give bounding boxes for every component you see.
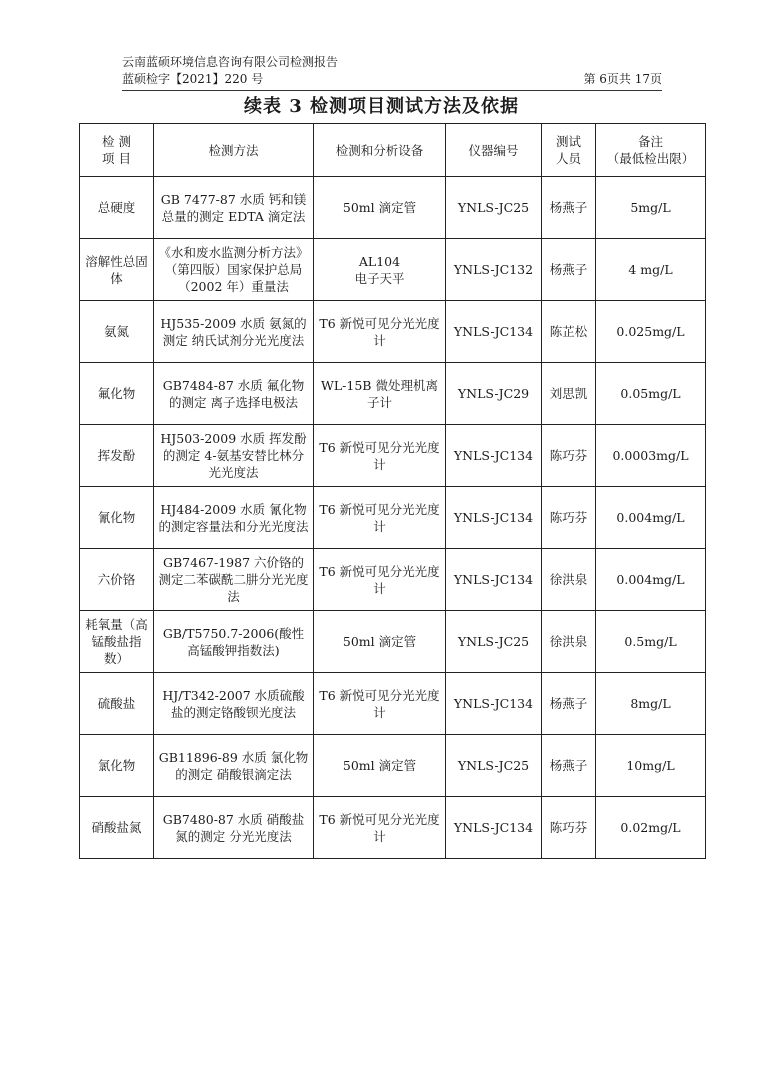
cell-item: 氨氮	[80, 301, 154, 363]
table-row	[80, 797, 706, 859]
col-header-item: 检 测 项 目	[80, 124, 154, 177]
cell-limit: 0.025mg/L	[596, 301, 706, 363]
cell-method: HJ503-2009 水质 挥发酚的测定 4-氨基安替比林分光光度法	[154, 425, 314, 487]
cell-equipment: T6 新悦可见分光光度计	[314, 487, 446, 549]
company-name: 云南蓝硕环境信息咨询有限公司检测报告	[122, 55, 339, 69]
cell-equipment: WL-15B 微处理机离子计	[314, 363, 446, 425]
cell-tester: 陈芷松	[542, 301, 596, 363]
cell-limit: 0.02mg/L	[596, 797, 706, 859]
table-row	[80, 673, 706, 735]
cell-tester: 徐洪泉	[542, 549, 596, 611]
report-header	[122, 54, 662, 88]
col-header-equipment: 检测和分析设备	[314, 124, 446, 177]
cell-tester: 杨燕子	[542, 177, 596, 239]
cell-instrument-no: YNLS-JC134	[446, 673, 542, 735]
cell-limit: 4 mg/L	[596, 239, 706, 301]
cell-equipment: 50ml 滴定管	[314, 177, 446, 239]
cell-equipment: AL104 电子天平	[314, 239, 446, 301]
cell-tester: 杨燕子	[542, 673, 596, 735]
table-row	[80, 425, 706, 487]
cell-limit: 0.004mg/L	[596, 549, 706, 611]
cell-limit: 0.0003mg/L	[596, 425, 706, 487]
cell-instrument-no: YNLS-JC29	[446, 363, 542, 425]
col-header-limit: 备注 （最低检出限）	[596, 124, 706, 177]
cell-method: GB7480-87 水质 硝酸盐氮的测定 分光光度法	[154, 797, 314, 859]
report-number: 蓝硕检字【2021】220 号	[122, 72, 264, 86]
cell-method: GB11896-89 水质 氯化物的测定 硝酸银滴定法	[154, 735, 314, 797]
cell-method: GB7467-1987 六价铬的测定二苯碳酰二肼分光光度法	[154, 549, 314, 611]
cell-limit: 5mg/L	[596, 177, 706, 239]
cell-item: 硝酸盐氮	[80, 797, 154, 859]
cell-method: 《水和废水监测分析方法》（第四版）国家保护总局（2002 年）重量法	[154, 239, 314, 301]
cell-equipment: T6 新悦可见分光光度计	[314, 673, 446, 735]
table-row	[80, 239, 706, 301]
cell-instrument-no: YNLS-JC134	[446, 797, 542, 859]
cell-item: 氰化物	[80, 487, 154, 549]
cell-instrument-no: YNLS-JC134	[446, 301, 542, 363]
cell-item: 氟化物	[80, 363, 154, 425]
cell-equipment: 50ml 滴定管	[314, 735, 446, 797]
cell-limit: 10mg/L	[596, 735, 706, 797]
cell-instrument-no: YNLS-JC25	[446, 735, 542, 797]
table-row	[80, 549, 706, 611]
col-header-tester: 测试 人员	[542, 124, 596, 177]
method-table	[79, 123, 706, 859]
cell-instrument-no: YNLS-JC132	[446, 239, 542, 301]
cell-limit: 0.05mg/L	[596, 363, 706, 425]
table-title: 续表 3 检测项目测试方法及依据	[243, 96, 520, 117]
cell-equipment: T6 新悦可见分光光度计	[314, 425, 446, 487]
cell-instrument-no: YNLS-JC134	[446, 549, 542, 611]
cell-method: HJ484-2009 水质 氰化物的测定容量法和分光光度法	[154, 487, 314, 549]
cell-item: 挥发酚	[80, 425, 154, 487]
cell-item: 六价铬	[80, 549, 154, 611]
cell-limit: 8mg/L	[596, 673, 706, 735]
cell-method: HJ/T342-2007 水质硫酸盐的测定铬酸钡光度法	[154, 673, 314, 735]
cell-method: GB7484-87 水质 氟化物的测定 离子选择电极法	[154, 363, 314, 425]
cell-instrument-no: YNLS-JC25	[446, 177, 542, 239]
cell-tester: 陈巧芬	[542, 797, 596, 859]
cell-equipment: 50ml 滴定管	[314, 611, 446, 673]
cell-equipment: T6 新悦可见分光光度计	[314, 549, 446, 611]
cell-item: 硫酸盐	[80, 673, 154, 735]
cell-limit: 0.004mg/L	[596, 487, 706, 549]
cell-method: HJ535-2009 水质 氨氮的测定 纳氏试剂分光光度法	[154, 301, 314, 363]
cell-item: 溶解性总固体	[80, 239, 154, 301]
cell-tester: 陈巧芬	[542, 487, 596, 549]
table-row	[80, 301, 706, 363]
cell-item: 氯化物	[80, 735, 154, 797]
cell-instrument-no: YNLS-JC134	[446, 487, 542, 549]
page-number: 第 6页共 17页	[583, 72, 662, 86]
header-rule	[122, 90, 662, 91]
cell-tester: 杨燕子	[542, 239, 596, 301]
col-header-instrument-no: 仪器编号	[446, 124, 542, 177]
cell-item: 总硬度	[80, 177, 154, 239]
table-header-row	[80, 124, 706, 177]
cell-method: GB/T5750.7-2006(酸性高锰酸钾指数法)	[154, 611, 314, 673]
cell-limit: 0.5mg/L	[596, 611, 706, 673]
cell-tester: 杨燕子	[542, 735, 596, 797]
cell-method: GB 7477-87 水质 钙和镁总量的测定 EDTA 滴定法	[154, 177, 314, 239]
cell-tester: 徐洪泉	[542, 611, 596, 673]
table-row	[80, 487, 706, 549]
cell-tester: 刘思凯	[542, 363, 596, 425]
table-row	[80, 363, 706, 425]
table-body	[80, 177, 706, 859]
cell-equipment: T6 新悦可见分光光度计	[314, 301, 446, 363]
cell-tester: 陈巧芬	[542, 425, 596, 487]
cell-instrument-no: YNLS-JC134	[446, 425, 542, 487]
table-row	[80, 611, 706, 673]
cell-item: 耗氧量（高锰酸盐指数）	[80, 611, 154, 673]
cell-equipment: T6 新悦可见分光光度计	[314, 797, 446, 859]
table-row	[80, 177, 706, 239]
cell-instrument-no: YNLS-JC25	[446, 611, 542, 673]
table-row	[80, 735, 706, 797]
col-header-method: 检测方法	[154, 124, 314, 177]
